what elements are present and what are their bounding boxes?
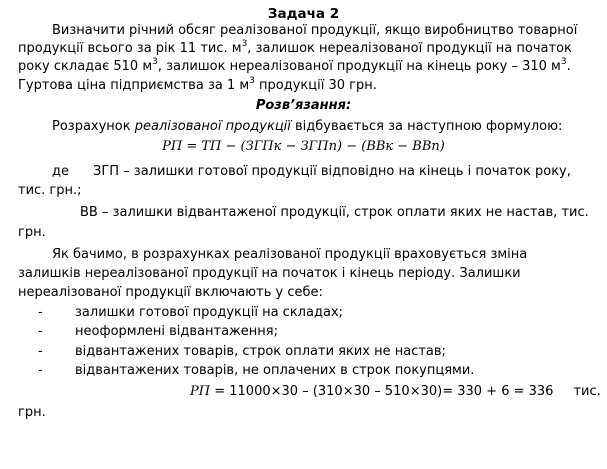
superscript: 3 — [249, 76, 255, 86]
calc-unit: тис. — [573, 384, 601, 399]
task-text: продукції 30 грн. — [254, 78, 377, 93]
calc-tail: грн. — [18, 405, 46, 420]
para-line-2: залишків нереалізованої продукції на початок і кінець періоду. Залишки — [18, 266, 521, 281]
where-line-1 — [18, 163, 595, 181]
task-text: . — [566, 59, 571, 74]
intro-text: Розрахунок — [52, 119, 135, 134]
where-text: ВВ – залишки відвантаженої продукції, строк оплати яких не настав, тис. — [80, 205, 589, 220]
task-text: Гуртова ціна підприємства за 1 м — [18, 78, 250, 93]
task-line-1 — [18, 22, 595, 40]
where-text: ЗГП – залишки готової продукції відповідно на кінець і початок року, — [93, 164, 571, 179]
list-item-text: відвантажених товарів, строк оплати яких не настав; — [75, 344, 446, 359]
superscript: 3 — [560, 57, 567, 67]
para-line-3: нереалізованої продукції включають у себе: — [18, 285, 323, 300]
calc-expression: = 11000×30 – (310×30 – 510×30)= 330 + 6 = 336 — [210, 384, 554, 399]
task-text: , залишок нереалізованої продукції на кінець року – 310 м — [157, 59, 561, 74]
intro-text: відбувається за наступною формулою: — [290, 119, 563, 134]
para-line-1 — [18, 246, 595, 264]
task-line-4 — [18, 77, 595, 95]
superscript: 3 — [241, 39, 248, 49]
where-line-4: грн. — [18, 225, 46, 240]
superscript: 3 — [152, 57, 158, 67]
task-text: продукції всього за рік 11 тис. м — [18, 41, 242, 56]
task-title: Задача 2 — [267, 6, 340, 22]
solution-heading: Розв’язання: — [255, 98, 352, 113]
task-line-2 — [18, 40, 595, 58]
intro-line — [18, 118, 595, 136]
bullet-dash: - — [38, 305, 43, 320]
intro-emphasis: реалізованої продукції — [134, 119, 291, 134]
formula-main: РП = ТП − (ЗГПк − ЗГПп) − (ВВк − ВВп) — [162, 139, 445, 154]
para-text: Як бачимо, в розрахунках реалізованої продукції враховується зміна — [52, 247, 528, 262]
task-text: , залишок нереалізованої продукції на початок — [247, 41, 572, 56]
calc-label: РП — [190, 384, 211, 399]
where-label: де — [52, 164, 69, 179]
list-item-text: неоформлені відвантаження; — [75, 324, 278, 339]
calculation-line — [190, 383, 601, 401]
list-item-text: залишки готової продукції на складах; — [75, 305, 343, 320]
bullet-dash: - — [38, 363, 43, 378]
bullet-dash: - — [38, 344, 43, 359]
task-text: Визначити річний обсяг реалізованої продукції, якщо виробництво товарної — [52, 23, 578, 38]
bullet-dash: - — [38, 324, 43, 339]
where-line-2: тис. грн.; — [18, 183, 82, 198]
task-text: року складає 510 м — [18, 59, 153, 74]
list-item-text: відвантажених товарів, не оплачених в строк покупцями. — [75, 363, 475, 378]
where-line-3 — [18, 204, 595, 222]
task-line-3 — [18, 58, 595, 76]
